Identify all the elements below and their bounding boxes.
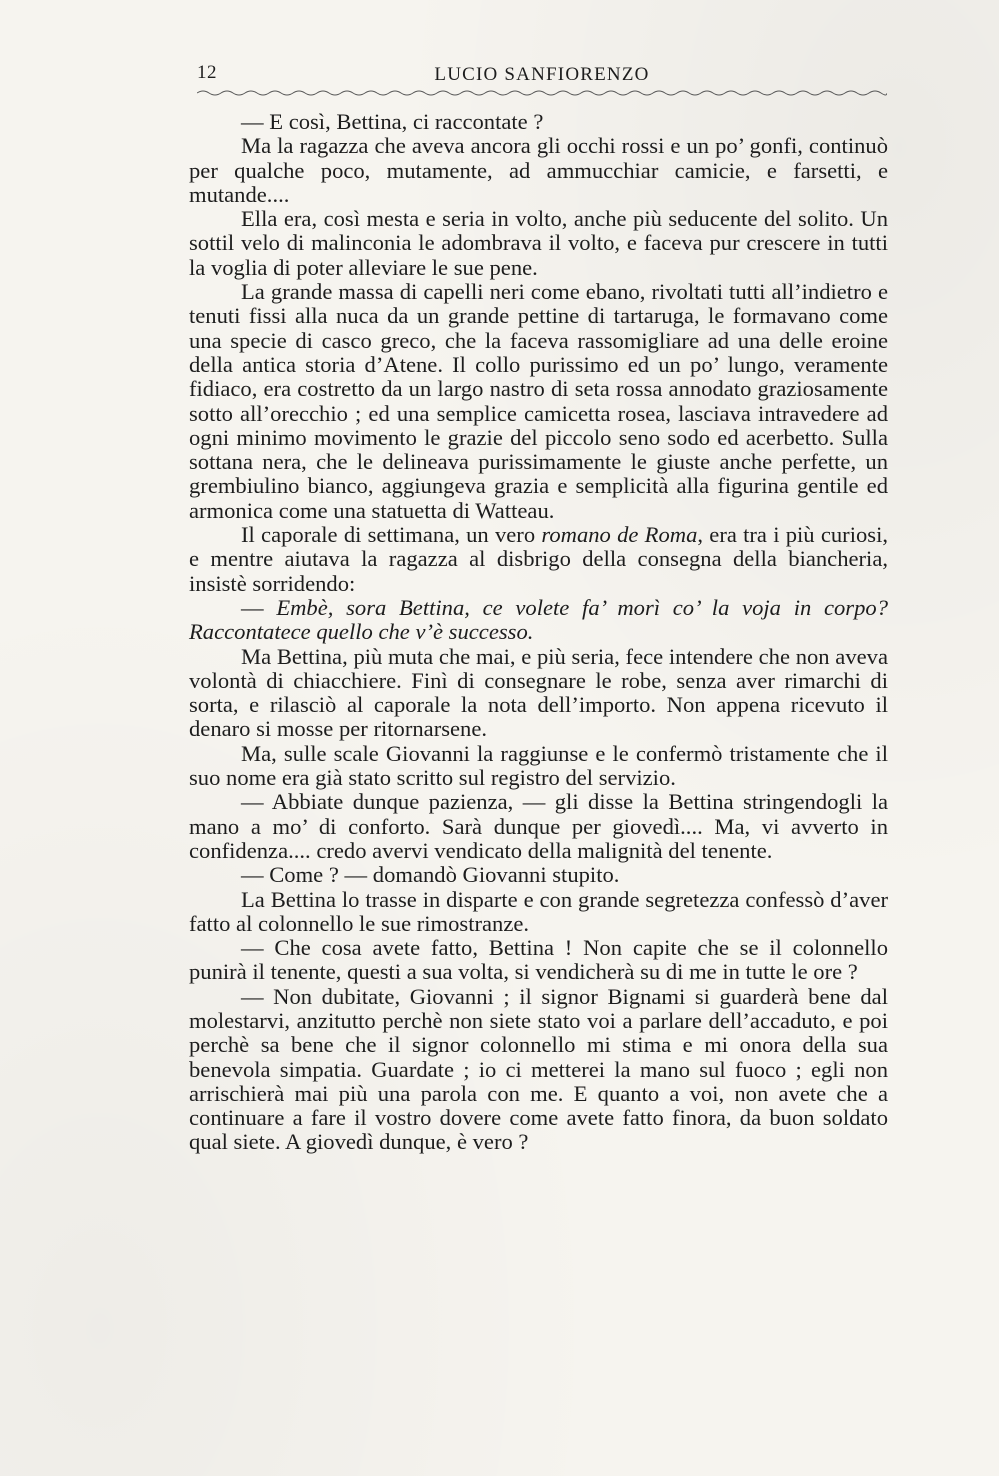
dialogue-dash: — <box>241 594 277 620</box>
paragraph: Ma Bettina, più muta che mai, e più seria, fece intendere che non aveva volontà di chiacchiere. Finì di consegnare le robe, senza aver rimarchi di sorta, e rilasciò al caporale la nota dell’importo. Non appena ricevuto il denaro si mosse per ritornarsene. <box>189 643 888 742</box>
paragraph: — Abbiate dunque pazienza, — gli disse la Bettina stringendogli la mano a mo’ di conforto. Sarà dunque per giovedì.... Ma, vi avverto in confidenza.... credo avervi vendicato della malignità del tenente. <box>189 789 888 863</box>
paragraph <box>189 596 888 645</box>
paragraph: Ma, sulle scale Giovanni la raggiunse e le confermò tristamente che il suo nome era già stato scritto sul registro del servizio. <box>189 740 888 791</box>
page-number: 12 <box>197 62 217 83</box>
paragraph: Ma la ragazza che aveva ancora gli occhi rossi e un po’ gonfi, continuò per qualche poco, mutamente, ad ammucchiar camicie, e farsetti, e mutande.... <box>189 133 888 207</box>
paragraph: La grande massa di capelli neri come ebano, rivoltati tutti all’indietro e tenuti fissi alla nuca da un grande pettine di tartaruga, le formavano come una specie di casco greco, che la faceva rassomigliare ad una delle eroine della antica storia d’Atene. Il collo purissimo ed un po’ lungo, veramente fidiaco, era costretto da un largo nastro di seta rossa annodato graziosamente sotto all’orecchio ; ed una semplice camicetta rosea, lasciava intravedere ad ogni minimo movimento le grazie del piccolo seno sodo ed acerbetto. Sulla sottana nera, che le delineava purissimamente le giuste anche perfette, un grembiulino bianco, aggiungeva grazia e semplicità alla figurina gentile ed armonica come una statuetta di Watteau. <box>189 279 888 523</box>
running-title: LUCIO SANFIORENZO <box>434 64 650 85</box>
italic-phrase: romano de Roma <box>541 522 698 548</box>
paragraph: — E così, Bettina, ci raccontate ? <box>241 109 544 134</box>
paragraph: La Bettina lo trasse in disparte e con grande segretezza confessò d’aver fatto al colonnello le sue rimostranze. <box>189 886 888 936</box>
paragraph: — Che cosa avete fatto, Bettina ! Non capite che se il colonnello punirà il tenente, questi a sua volta, si vendicherà su di me in tutte le ore ? <box>189 935 888 985</box>
paragraph <box>189 523 888 596</box>
paragraph: Ella era, così mesta e seria in volto, anche più seducente del solito. Un sottil velo di malinconia le adombrava il volto, e faceva pur crescere in tutti la voglia di poter alleviare le sue pene. <box>189 206 888 280</box>
paragraph-text: , era tra i più curiosi, e mentre aiutava la ragazza al disbrigo della consegna della biancheria, insistè sorridendo: <box>189 522 889 596</box>
header-rule <box>197 88 887 98</box>
paragraph: — Come ? — domandò Giovanni stupito. <box>241 862 620 888</box>
body-text <box>189 110 888 1155</box>
running-head <box>197 62 887 86</box>
paragraph: — Non dubitate, Giovanni ; il signor Bignami si guarderà bene dal molestarvi, anzitutto perchè non siete stato voi a parlare dell’accaduto, e poi perchè sa bene che il signor colonnello mi stima e mi onora della sua benevola simpatia. Guardate ; io ci metterei la mano sul fuoco ; egli non arrischierà mai più una parola con me. E quanto a voi, non avete che a continuare a fare il vostro dovere come avete fatto finora, da buon soldato qual siete. A giovedì dunque, è vero ? <box>189 983 888 1155</box>
italic-dialogue: Embè, sora Bettina, ce volete fa’ morì co’ la voja in corpo? Raccontatece quello che v’è successo. <box>189 594 888 645</box>
paragraph-text: Il caporale di settimana, un vero <box>241 522 542 548</box>
